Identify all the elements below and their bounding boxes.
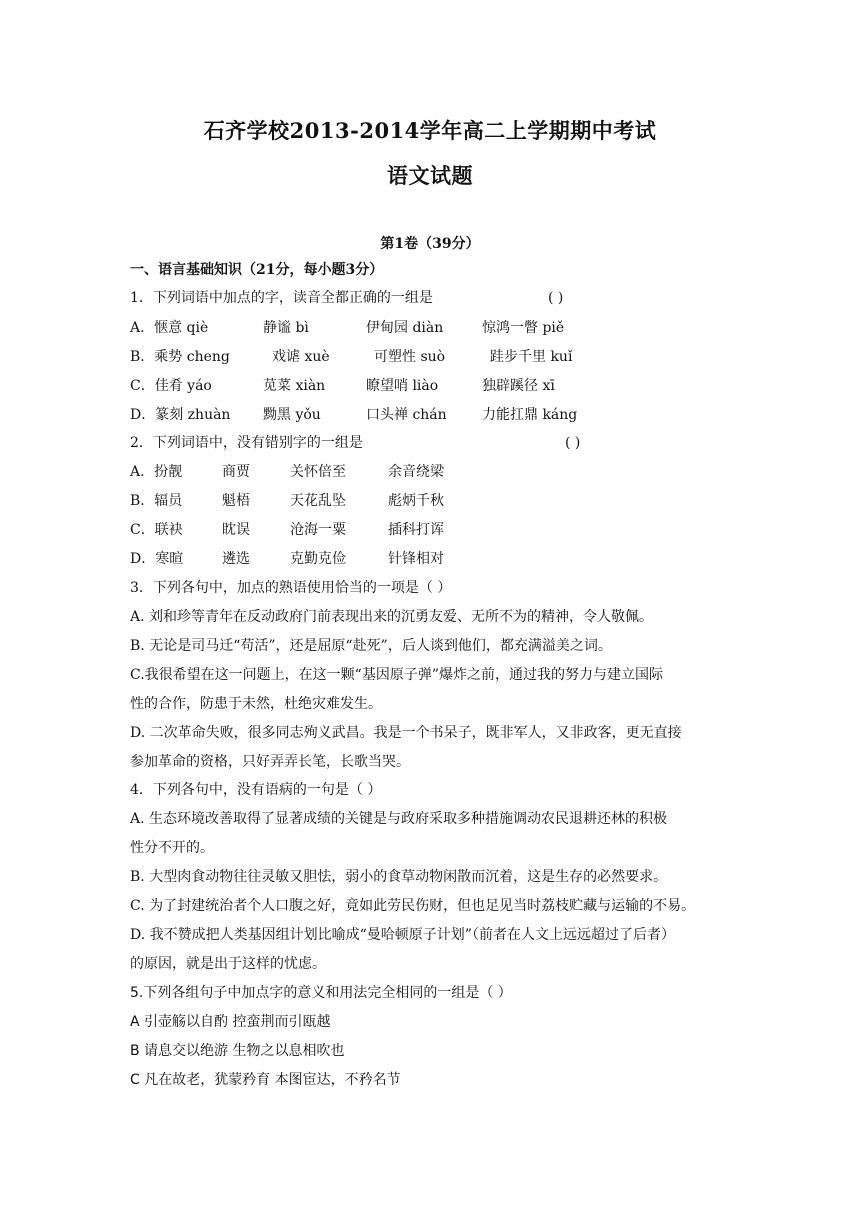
question-5-stem: 5.下列各组句子中加点字的意义和用法完全相同的一组是（ ）: [130, 985, 512, 1001]
q3-option-b: B. 无论是司马迁“苟活”，还是屈原“赴死”，后人谈到他们，都充满溢美之词。: [130, 638, 612, 654]
q2-option-d-2: 遴选: [222, 551, 250, 567]
q4-option-d-cont: 的原因，就是出于这样的忧虑。: [130, 956, 326, 972]
q1-option-b-3: 可塑性 suò: [374, 349, 446, 365]
question-1-answer-paren: ( ): [548, 290, 564, 306]
q4-option-d: D. 我不赞成把人类基因组计划比喻成“曼哈顿原子计划”（前者在人文上远远超过了后者）: [130, 927, 675, 943]
q2-option-c-3: 沧海一粟: [290, 522, 346, 538]
q1-option-c-2: 苋菜 xiàn: [263, 378, 326, 394]
q2-option-c-2: 眈误: [222, 522, 250, 538]
q2-option-a-2: 商贾: [222, 464, 250, 480]
q2-option-b-2: 魁梧: [222, 493, 250, 509]
q2-option-a-4: 余音绕梁: [388, 464, 444, 480]
q1-option-d-4: 力能扛鼎 káng: [482, 407, 578, 423]
q2-option-d-1: D．寒暄: [130, 551, 184, 567]
q2-option-b-3: 天花乱坠: [290, 493, 346, 509]
q1-option-a-3: 伊甸园 diàn: [366, 320, 444, 336]
q1-option-c-3: 瞭望哨 liào: [366, 378, 439, 394]
question-3-stem: 3．下列各句中，加点的熟语使用恰当的一项是（ ）: [130, 580, 452, 596]
question-4-stem: 4．下列各句中，没有语病的一句是（ ）: [130, 782, 382, 798]
question-2-answer-paren: ( ): [565, 435, 581, 451]
section-heading: 一、语言基础知识（21分，每小题3分）: [130, 262, 384, 278]
q1-option-b-4: 跬步千里 kuǐ: [490, 349, 573, 365]
q3-option-d: D. 二次革命失败，很多同志殉义武昌。我是一个书呆子，既非军人，又非政客，更无直接: [130, 725, 682, 741]
q1-option-b-1: B．乘势 cheng: [130, 349, 230, 365]
q2-option-d-4: 针锋相对: [388, 551, 444, 567]
q1-option-a-1: A．惬意 qiè: [130, 320, 209, 336]
q4-option-a-cont: 性分不开的。: [130, 840, 214, 856]
q2-option-a-3: 关怀倍至: [290, 464, 346, 480]
q2-option-a-1: A．扮靓: [130, 464, 183, 480]
q3-option-c-cont: 性的合作，防患于未然，杜绝灾难发生。: [130, 696, 382, 712]
q2-option-b-4: 彪炳千秋: [388, 493, 444, 509]
q1-option-d-3: 口头禅 chán: [366, 407, 447, 423]
q1-option-a-2: 静谧 bì: [263, 320, 309, 336]
q5-option-b: B 请息交以绝游 生物之以息相吹也: [130, 1043, 345, 1059]
q3-option-a: A. 刘和珍等青年在反动政府门前表现出来的沉勇友爱、无所不为的精神，令人敬佩。: [130, 609, 654, 625]
q2-option-d-3: 克勤克俭: [290, 551, 346, 567]
volume-heading: 第1卷（39分）: [380, 236, 480, 252]
q1-option-b-2: 戏谑 xuè: [272, 349, 330, 365]
question-2-stem: 2．下列词语中，没有错别字的一组是: [130, 435, 363, 451]
exam-subtitle: 语文试题: [387, 163, 473, 188]
q3-option-d-cont: 参加革命的资格，只好弄弄长笔，长歌当哭。: [130, 754, 410, 770]
q4-option-a: A. 生态环境改善取得了显著成绩的关键是与政府采取多种措施调动农民退耕还林的积极: [130, 811, 668, 827]
q1-option-c-1: C．佳肴 yáo: [130, 378, 212, 394]
q1-option-d-2: 黝黑 yǒu: [263, 407, 321, 423]
q1-option-a-4: 惊鸿一瞥 piě: [482, 320, 565, 336]
q4-option-b: B. 大型肉食动物往往灵敏又胆怯，弱小的食草动物闲散而沉着，这是生存的必然要求。: [130, 869, 668, 885]
q1-option-c-4: 独辟蹊径 xī: [482, 378, 555, 394]
q2-option-c-1: C．联袂: [130, 522, 183, 538]
q2-option-c-4: 插科打诨: [388, 522, 444, 538]
question-1-stem: 1．下列词语中加点的字，读音全都正确的一组是: [130, 290, 433, 306]
q2-option-b-1: B．辐员: [130, 493, 183, 509]
exam-title: 石齐学校2013-2014学年高二上学期期中考试: [203, 118, 657, 143]
q1-option-d-1: D．篆刻 zhuàn: [130, 407, 231, 423]
q5-option-c: C 凡在故老，犹蒙矜育 本图宦达，不矜名节: [130, 1072, 401, 1088]
q5-option-a: A 引壶觞以自酌 控蛮荆而引瓯越: [130, 1014, 331, 1030]
q4-option-c: C. 为了封建统治者个人口腹之好，竟如此劳民伤财，但也足见当时荔枝贮藏与运输的不易。: [130, 898, 696, 914]
q3-option-c: C.我很希望在这一问题上，在这一颗“基因原子弹”爆炸之前，通过我的努力与建立国际: [130, 667, 663, 683]
